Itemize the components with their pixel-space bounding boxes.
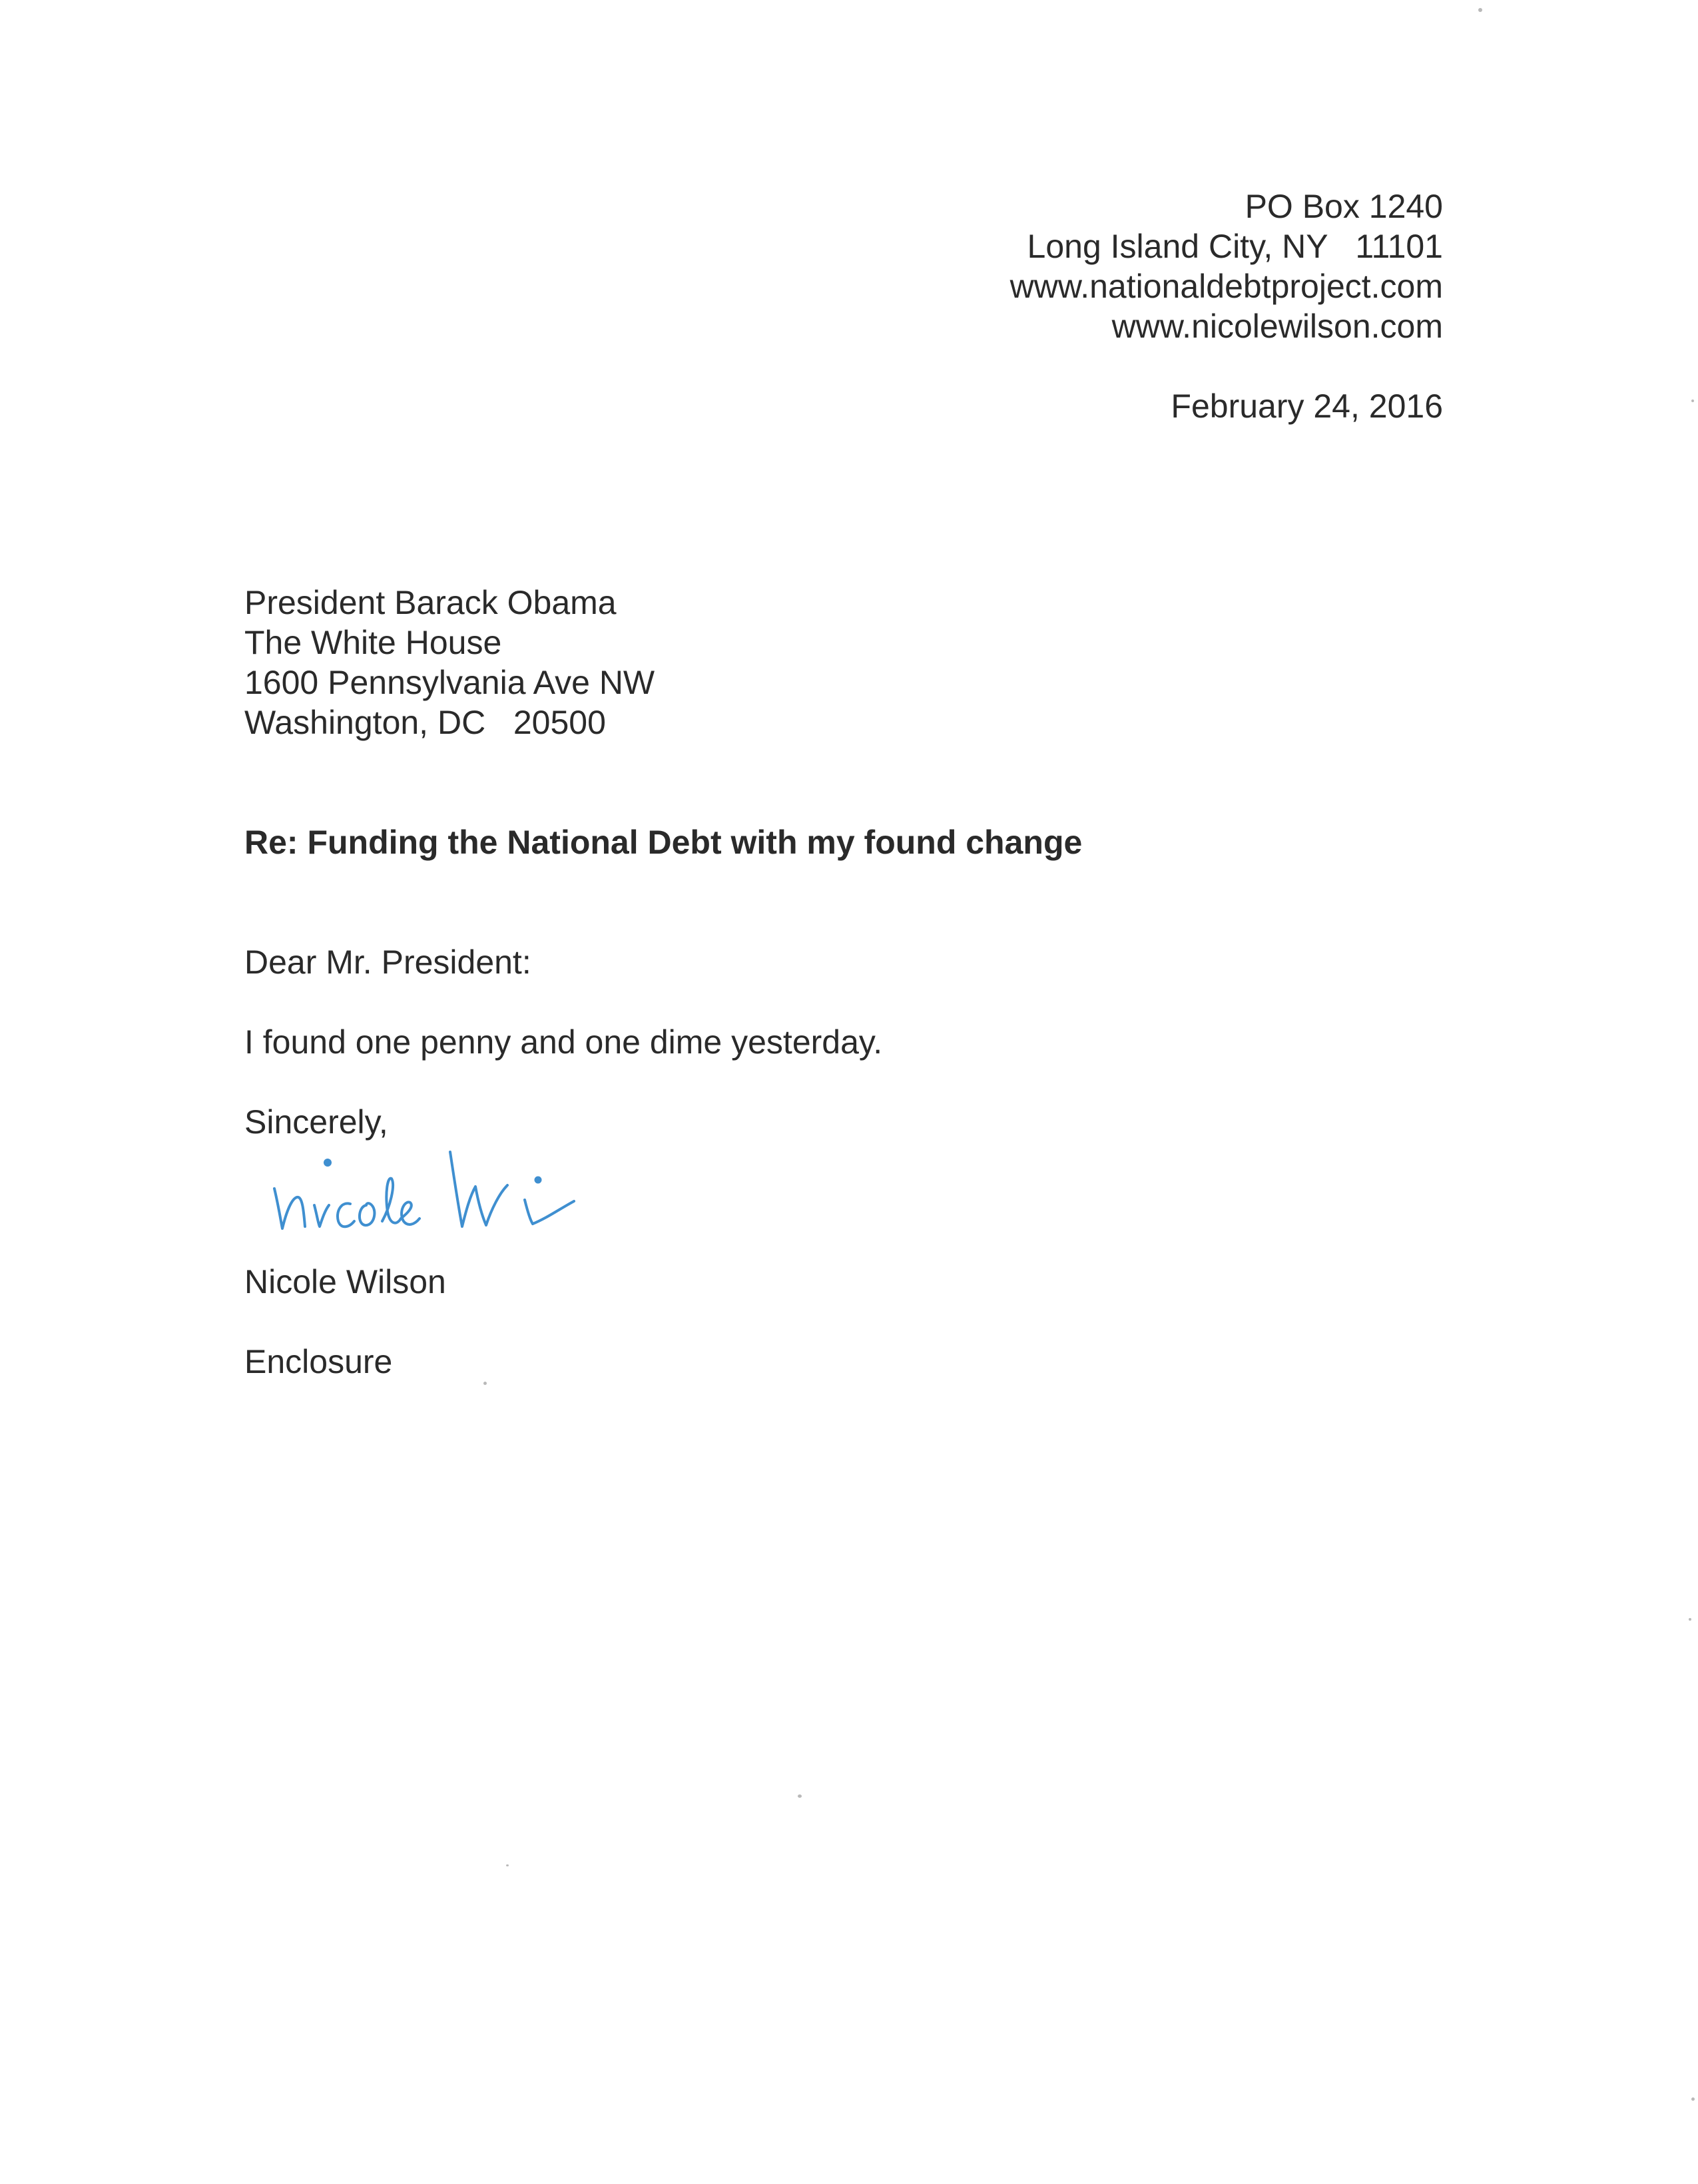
scan-speck	[483, 1382, 487, 1385]
recipient-name: President Barack Obama	[244, 584, 617, 621]
recipient-city-line: Washington, DC 20500	[244, 704, 606, 741]
sender-website-2: www.nicolewilson.com	[1111, 308, 1443, 345]
signer-name: Nicole Wilson	[244, 1263, 446, 1300]
closing: Sincerely,	[244, 1103, 388, 1141]
scan-speck	[798, 1794, 802, 1798]
sender-website-1: www.nationaldebtproject.com	[1009, 268, 1443, 305]
handwritten-signature	[266, 1132, 586, 1252]
recipient-org: The White House	[244, 624, 502, 661]
letter-date: February 24, 2016	[1171, 388, 1443, 425]
salutation: Dear Mr. President:	[244, 944, 531, 981]
scan-speck	[1689, 1618, 1691, 1621]
subject-line: Re: Funding the National Debt with my found change	[244, 824, 1083, 861]
scan-speck	[506, 1864, 509, 1866]
enclosure-note: Enclosure	[244, 1343, 393, 1380]
recipient-street: 1600 Pennsylvania Ave NW	[244, 664, 655, 701]
scan-speck	[1478, 8, 1482, 12]
sender-city-line: Long Island City, NY 11101	[1027, 228, 1443, 265]
scan-speck	[1691, 2097, 1695, 2101]
scan-speck	[1691, 400, 1694, 402]
letter-body: I found one penny and one dime yesterday.	[244, 1023, 883, 1061]
sender-po-box: PO Box 1240	[1245, 188, 1443, 225]
